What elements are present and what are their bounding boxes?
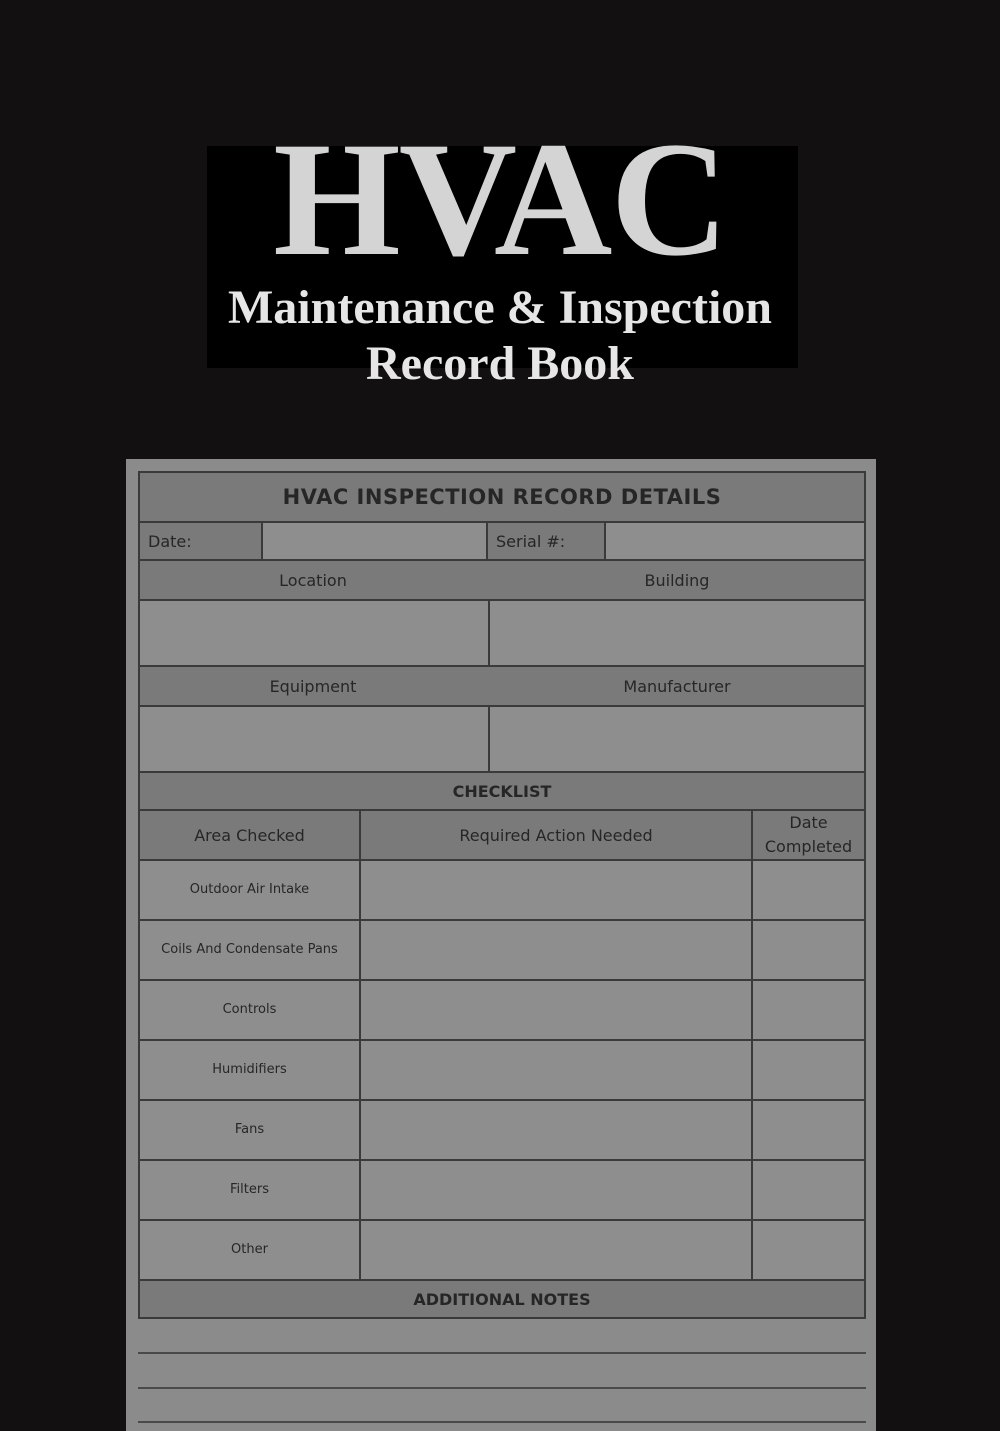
location-field xyxy=(138,599,490,667)
serial-field xyxy=(604,521,866,561)
checklist-date-cell xyxy=(751,1219,866,1281)
checklist-item-label: Coils And Condensate Pans xyxy=(161,941,338,957)
checklist-action-cell xyxy=(359,919,753,981)
col-area-label: Area Checked xyxy=(194,825,305,845)
checklist-item-label: Fans xyxy=(234,1121,265,1137)
manufacturer-label: Manufacturer xyxy=(623,676,731,696)
checklist-item-label: Other xyxy=(231,1241,268,1257)
cover-subtitle-line2: Record Book xyxy=(366,337,634,390)
checklist-date-cell xyxy=(751,979,866,1041)
equipment-label: Equipment xyxy=(269,676,357,696)
col-date-label xyxy=(751,811,866,859)
checklist-action-cell xyxy=(359,979,753,1041)
checklist-action-cell xyxy=(359,1099,753,1161)
building-label: Building xyxy=(644,570,710,590)
checklist-action-cell xyxy=(359,1159,753,1221)
checklist-item-label: Filters xyxy=(230,1181,269,1197)
checklist-date-cell xyxy=(751,859,866,921)
equipment-field xyxy=(138,705,490,773)
col-date-line1: Date xyxy=(789,813,828,832)
checklist-date-cell xyxy=(751,1039,866,1101)
checklist-item-label: Outdoor Air Intake xyxy=(189,881,310,897)
checklist-date-cell xyxy=(751,1099,866,1161)
checklist-action-cell xyxy=(359,1219,753,1281)
col-action-label: Required Action Needed xyxy=(459,825,653,845)
date-field xyxy=(261,521,488,561)
checklist-action-cell xyxy=(359,1039,753,1101)
checklist-date-cell xyxy=(751,919,866,981)
checklist-label: CHECKLIST xyxy=(452,781,552,801)
cover-subtitle-line1: Maintenance & Inspection xyxy=(228,281,772,334)
checklist-item-label: Controls xyxy=(222,1001,277,1017)
checklist-date-cell xyxy=(751,1159,866,1221)
location-label: Location xyxy=(279,570,347,590)
cover-subtitle xyxy=(0,280,1000,392)
manufacturer-field xyxy=(488,705,866,773)
form-heading: HVAC INSPECTION RECORD DETAILS xyxy=(282,485,722,509)
inspection-form-preview xyxy=(126,459,876,1431)
checklist-item-label: Humidifiers xyxy=(212,1061,287,1077)
notes-line xyxy=(138,1387,866,1389)
date-label: Date: xyxy=(148,531,192,551)
col-date-line2: Completed xyxy=(764,837,853,856)
serial-label: Serial #: xyxy=(496,531,566,551)
building-field xyxy=(488,599,866,667)
notes-label: ADDITIONAL NOTES xyxy=(413,1289,591,1309)
cover-title: HVAC xyxy=(273,109,727,290)
checklist-action-cell xyxy=(359,859,753,921)
notes-line xyxy=(138,1352,866,1354)
notes-line xyxy=(138,1421,866,1423)
